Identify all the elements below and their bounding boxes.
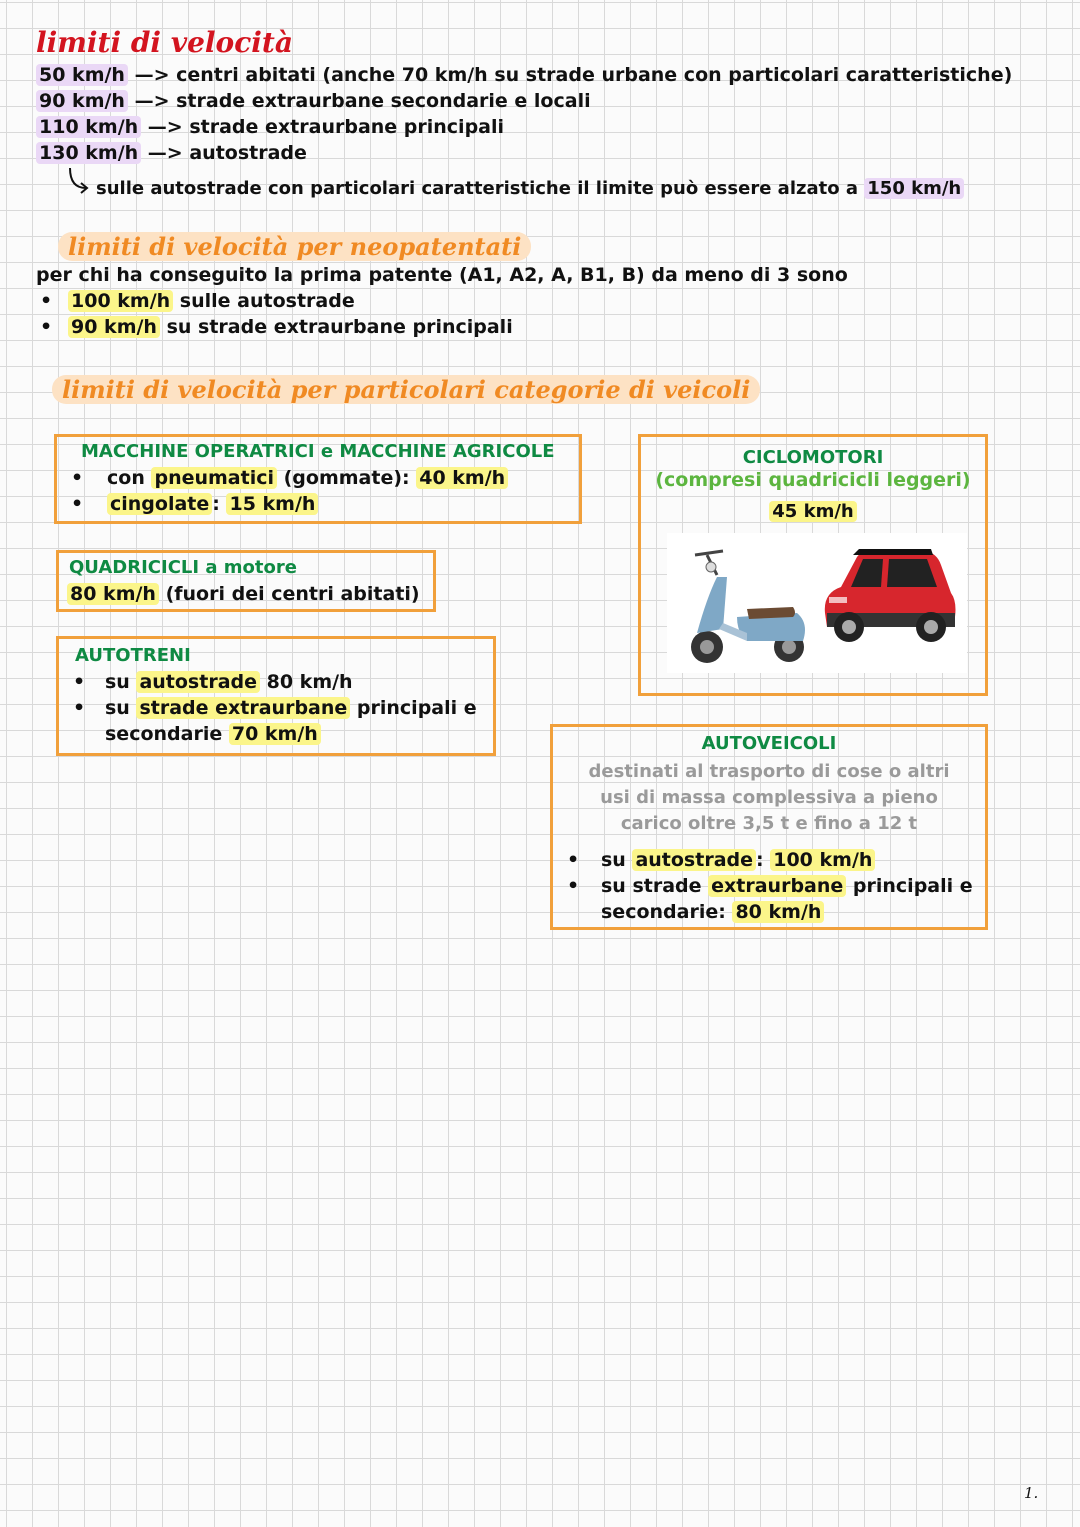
autoveicoli-box [550, 724, 988, 930]
scooter-icon [677, 537, 817, 677]
list-item: • su strade extraurbane principali e secondarie 70 km/h [73, 697, 477, 745]
curved-arrow-icon [66, 166, 92, 196]
ciclomotori-box [638, 434, 988, 696]
list-item: • con pneumatici (gommate): 40 km/h [57, 465, 577, 491]
limit-row: 90 km/h —> strade extraurbane secondarie e locali [36, 88, 1012, 114]
list-item: • su strade extraurbane principali e secondarie: 80 km/h [567, 875, 973, 923]
limit-row: 110 km/h —> strade extraurbane principali [36, 114, 1012, 140]
neopatentati-title: limiti di velocità per neopatentati [58, 232, 531, 261]
limit-row: 50 km/h —> centri abitati (anche 70 km/h su strade urbane con particolari caratteristiche) [36, 62, 1012, 88]
page-number: 1. [1024, 1484, 1039, 1502]
list-item: • su autostrade : 100 km/h [553, 847, 983, 873]
box-title: QUADRICICLI a motore [69, 557, 297, 578]
autostrade-note: sulle autostrade con particolari caratteristiche il limite può essere alzato a 150 km/h [96, 176, 964, 202]
box-title: AUTOTRENI [75, 645, 191, 666]
autoveicoli-desc: destinati al trasporto di cose o altri usi di massa complessiva a pieno carico oltre 3,5 t e fino a 12 t [588, 761, 950, 834]
vehicles-image [667, 533, 967, 673]
macchine-box [54, 434, 582, 524]
neopatentati-list [26, 288, 626, 340]
quadricicli-box [56, 550, 436, 612]
list-item: • su autostrade 80 km/h [73, 671, 353, 693]
ciclomotori-limit: 45 km/h [641, 501, 985, 522]
categories-title: limiti di velocità per particolari categorie di veicoli [52, 375, 760, 404]
box-title: CICLOMOTORI [742, 447, 884, 468]
box-title: MACCHINE OPERATRICI e MACCHINE AGRICOLE [81, 441, 555, 462]
autotreni-box [56, 636, 496, 756]
list-item: • 90 km/h su strade extraurbane principali [40, 316, 513, 338]
quadricicli-limit: 80 km/h (fuori dei centri abitati) [67, 581, 420, 607]
speed-limits-list [36, 62, 1012, 166]
ciclomotori-subtitle: (compresi quadricicli leggeri) [655, 469, 971, 491]
page-title: limiti di velocità [36, 26, 293, 59]
list-item: • cingolate : 15 km/h [57, 491, 577, 517]
limit-row: 130 km/h —> autostrade [36, 140, 1012, 166]
neopatentati-intro: per chi ha conseguito la prima patente (A1, A2, A, B1, B) da meno di 3 sono [36, 264, 848, 286]
list-item: • 100 km/h sulle autostrade [40, 290, 355, 312]
microcar-icon [813, 543, 963, 653]
box-title: AUTOVEICOLI [701, 733, 837, 754]
